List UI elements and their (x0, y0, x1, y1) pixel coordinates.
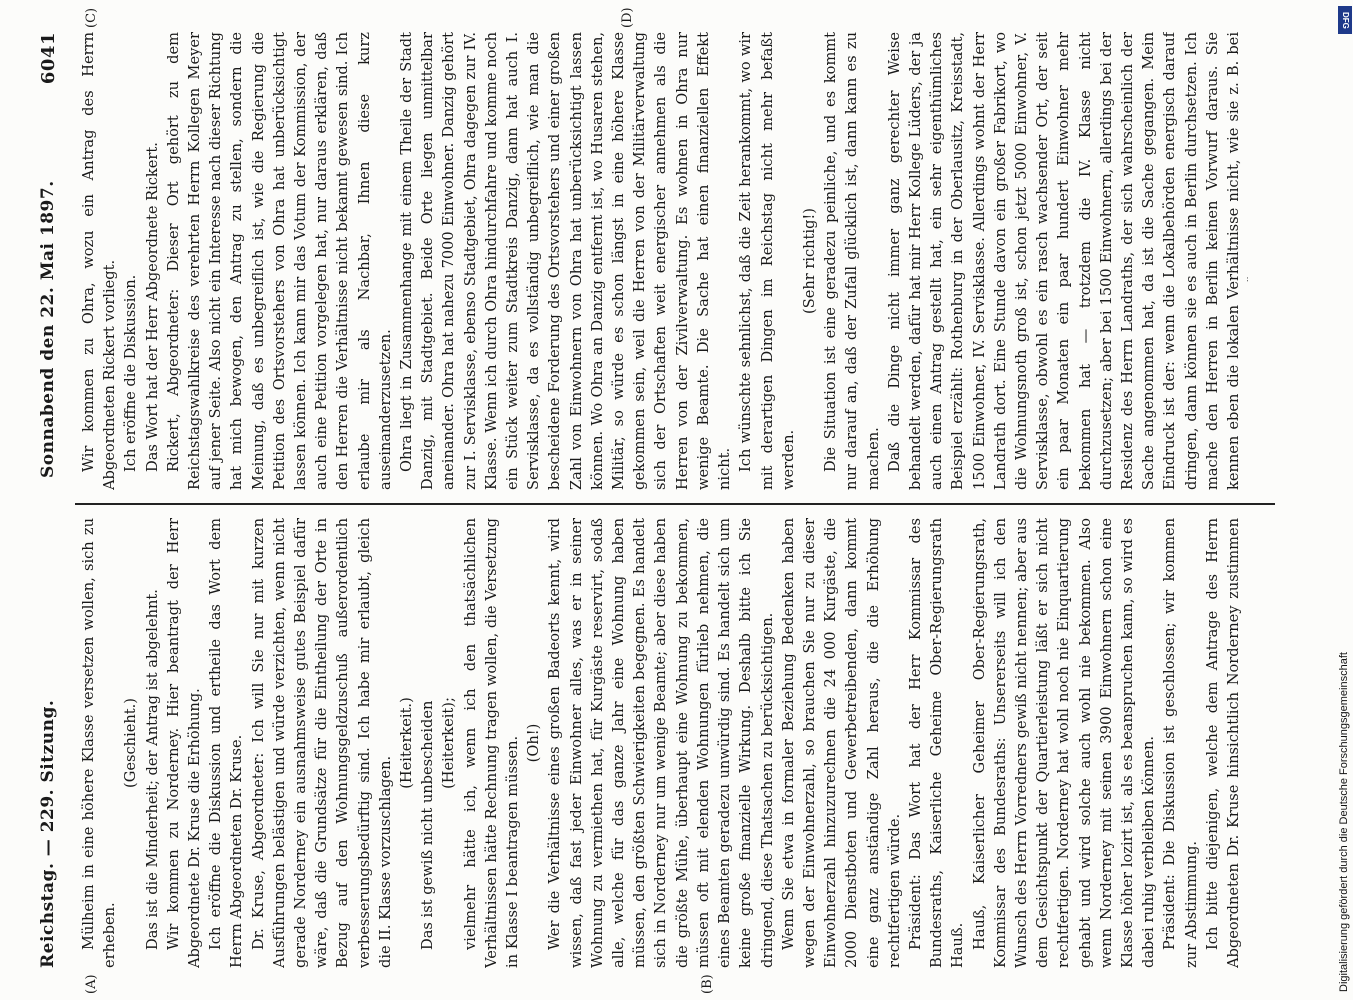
paragraph: (Sehr richtig!) (800, 208, 818, 314)
paragraph: Das Wort hat der Herr Abgeordnete Rickert. (143, 142, 161, 472)
margin-marker-c: (C) (84, 7, 99, 28)
digitization-note (1332, 8, 1352, 992)
header-date: Sonnabend den 22. Mai 1897. (38, 180, 58, 478)
paragraph: Ich wünschte sehnlichst, daß die Zeit herankommt, wo wir mit derartigen Dingen im Reichstag nicht mehr befaßt werden. (737, 32, 797, 490)
paragraph: Ich eröffne die Diskussion. (122, 274, 140, 472)
paragraph: Mülheim in eine höhere Klasse versetzen wollen, sich zu erheben. (80, 518, 119, 968)
paragraph: Präsident: Die Diskussion ist geschlossen; wir kommen zur Abstimmung. (1161, 518, 1200, 968)
dfg-logo-icon: DFG (1338, 6, 1352, 34)
paragraph: Die Situation ist eine geradezu peinliche, und es kommt nur darauf an, daß der Zufall glücklich ist, dann kann es zu machen. (822, 32, 882, 490)
paragraph: Daß die Dinge nicht immer ganz gerechter Weise behandelt werden, dafür hat mir Herr Kollege Lüders, der ja auch einen Antrag gestellt hat, ein sehr eigenthümliches Beispiel erzählt: Rothenburg in der Oberlausitz, Kreisstadt, 1500 Einwohner, IV. Servisklasse. Allerdings wohnt der Herr Landrath dort. Eine Stunde davon ein großer Fabrikort, wo die Wohnungsnoth groß ist, schon jetzt 5000 Einwohner, V. Servisklasse, obwohl es ein rasch wachsender Ort, der seit ein paar Monaten ein paar hundert Einwohner mehr bekommen hat — trotzdem die IV. Klasse nicht durchzusetzen; aber bei 1500 Einwohnern, allerdings bei der Residenz des Herrn Landraths, der sich wahrscheinlich der Sache angenommen hat, da ist die Sache gegangen. Mein Eindruck ist der: wenn die Lokalbehörden energisch darauf dringen, dann können sie es auch in Berlin durchsetzen. Ich mache den Herren in Berlin keinen Vorwurf daraus. Sie kennen eben die lokalen Verhältnisse nicht, wie sie z. B. bei (885, 32, 1242, 490)
margin-marker-d: (D) (620, 7, 635, 28)
paragraph: Hauß, Kaiserlicher Geheimer Ober-Regierungsrath, Kommissar des Bundesraths: Unsererseits will ich den Wunsch des Herrn Vorredners gewiß nicht nennen; aber aus dem Gesichtspunkt der Quartierleistung läßt er sich nicht rechtfertigen. Norderney hat wohl noch nie Einquartierung gehabt und wird solche auch wohl nie bekommen. Also wenn Norderney mit seinen 3900 Einwohnern schon eine Klasse höher lozirt ist, als es beanspruchen kann, so wird es dabei ruhig verbleiben können. (970, 518, 1158, 968)
paragraph: (Geschieht.) (122, 698, 140, 788)
page-number: 6041 (38, 32, 59, 85)
paragraph: Rickert, Abgeordneter: Dieser Ort gehört zu dem Reichstagswahlkreise des verehrten Herrn Kollegen Meyer auf jener Seite. Also nicht ein Interesse nach dieser Richtung hat mich bewogen, den Antrag zu stellen, sondern die Meinung, daß es unbegreiflich ist, wie die Regierung die Petition des Ortsvorstehers von Ohra hat unberücksichtigt lassen können. Ich kann mir das Votum der Kommission, der auch eine Petition vorgelegen hat, nur daraus erklären, daß den Herren die Verhältnisse nicht bekannt gewesen sind. Ich erlaube mir als Nachbar, Ihnen diese kurz auseinanderzusetzen. (164, 32, 394, 490)
paragraph: Das ist gewiß nicht unbescheiden (419, 700, 437, 950)
margin-marker-b: (B) (700, 974, 715, 994)
paragraph: Dr. Kruse, Abgeordneter: Ich will Sie nur mit kurzen Ausführungen belästigen und würde verzichten, wenn nicht gerade Norderney ein ausnahmsweise gutes Beispiel dafür wäre, daß die Grundsätze für die Eintheilung der Orte in Bezug auf den Wohnungsgeldzuschuß außerordentlich verbesserungsbedürftig sind. Ich habe mir erlaubt, gleich die II. Klasse vorzuschlagen. (249, 518, 394, 968)
paragraph: Das ist die Minderheit; der Antrag ist abgelehnt. (143, 589, 161, 950)
left-text-column (78, 518, 1248, 968)
page-header (30, 32, 70, 968)
paragraph: (Heiterkeit.) (398, 697, 416, 789)
paragraph: (Oh!) (525, 723, 543, 763)
column-divider (75, 503, 1275, 505)
header-left: Reichstag. — 229. Sitzung. (38, 699, 58, 968)
right-text-column (78, 32, 1248, 490)
paragraph: (Heiterkeit); (440, 697, 458, 789)
paragraph: Wir kommen zu Ohra, wozu ein Antrag des Herrn Abgeordneten Rickert vorliegt. (80, 32, 119, 490)
paragraph: Ohra liegt in Zusammenhange mit einem Theile der Stadt Danzig, mit Stadtgebiet. Beide Orte liegen unmittelbar aneinander. Ohra hat nahezu 7000 Einwohner. Danzig gehört zur I. Servisklasse, ebenso Stadtgebiet, Ohra dagegen zur IV. Klasse. Wenn ich durch Ohra hindurchfahre und komme noch ein Stück weiter zum Stadtkreis Danzig, dann hat auch I. Servisklasse, da es vollständig unbegreiflich, wie man die bescheidene Forderung des Ortsvorstehers und einer großen Zahl von Einwohnern von Ohra hat unberücksichtigt lassen können. Wo Ohra an Danzig entfernt ist, wo Husaren stehen, Militär, so würde es schon längst in eine höhere Klasse gekommen sein, weil die Herren von der Militärverwaltung sich der Ortschaften weit energischer annehmen als die Herren von der Zivilverwaltung. Es wohnen in Ohra nur wenige Beamte. Die Sache hat einen finanziellen Effekt nicht. (398, 32, 734, 490)
paragraph: Präsident: Das Wort hat der Herr Kommissar des Bundesraths, Kaiserliche Geheime Ober-Regierungsrath Hauß. (906, 518, 967, 968)
paragraph: vielmehr hätte ich, wenn ich den thatsächlichen Verhältnissen hätte Rechnung tragen wollen, die Versetzung in Klasse I beantragen müssen. (461, 518, 522, 968)
digitization-note-text: Digitalisierung gefördert durch die Deutsche Forschungsgemeinschaft (1338, 652, 1350, 992)
margin-marker-a: (A) (84, 974, 99, 994)
paragraph: Ich eröffne die Diskussion und ertheile das Wort dem Herrn Abgeordneten Dr. Kruse. (207, 518, 246, 968)
paragraph: Wir kommen zu Norderney. Hier beantragt der Herr Abgeordnete Dr. Kruse die Erhöhung. (164, 518, 204, 968)
paragraph: Wenn Sie etwa in formaler Beziehung Bedenken haben wegen der Einwohnerzahl, so brauchen Sie nur zu dieser Einwohnerzahl hinzuzurechnen die 24 000 Kurgäste, die 2000 Dienstboten und Gewerbetreibenden, dann kommt eine ganz anständige Zahl heraus, die die Erhöhung rechtfertigen würde. (779, 518, 903, 968)
paragraph: Wer die Verhältnisse eines großen Badeorts kennt, wird wissen, daß fast jeder Einwohner alles, was er in seiner Wohnung zu vermiethen hat, für Kurgäste reservirt, sodaß alle, welche für das ganze Jahr eine Wohnung haben müssen, den größten Schwierigkeiten begegnen. Es handelt sich in Norderney nur um wenige Beamte; aber diese haben die größte Mühe, überhaupt eine Wohnung zu bekommen, müssen oft mit elenden Wohnungen fürlieb nehmen, die eines Beamten geradezu unwürdig sind. Es handelt sich um keine große finanzielle Wirkung. Deshalb bitte ich Sie dringend, diese Thatsachen zu berücksichtigen. (546, 518, 776, 968)
paragraph: Ich bitte diejenigen, welche dem Antrage des Herrn Abgeordneten Dr. Kruse hinsichtlich Norderney zustimmen (1203, 518, 1242, 968)
